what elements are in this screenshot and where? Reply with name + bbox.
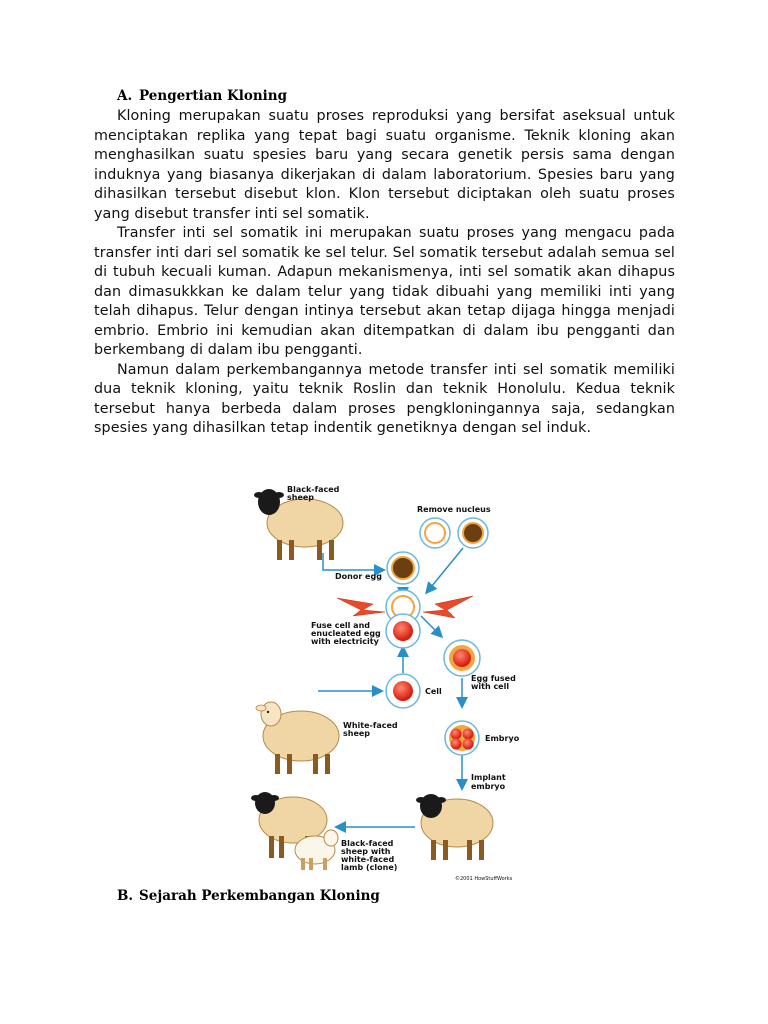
section-a-title: Pengertian Kloning	[139, 88, 288, 104]
section-a-number: A.	[117, 88, 133, 104]
label-implant-2: embryo	[471, 782, 506, 791]
label-white-faced: White-faced	[343, 721, 398, 730]
embryo-icon	[445, 721, 479, 755]
label-egg-fused-1: Egg fused	[471, 674, 516, 683]
label-clone-2: sheep with	[341, 847, 391, 856]
label-cell: Cell	[425, 687, 442, 696]
label-remove-nucleus: Remove nucleus	[417, 505, 491, 514]
paragraph: Transfer inti sel somatik ini merupakan suatu proses yang mengacu pada transfer inti dari sel somatik ke sel telur. Sel somatik tersebut adalah semua sel di tubuh kecuali kuman. Adapun mekanismenya, inti sel somatik akan dihapus dan dimasukkkan ke dalam telur yang tidak dibuahi yang memiliki inti yang telah dihapus. Telur dengan intinya tersebut akan tetap dijaga hingga menjadi embrio. Embrio ini kemudian akan ditempatkan di dalam ibu pengganti dan berkembang di dalam ibu pengganti.	[94, 225, 675, 358]
label-clone-1: Black-faced	[341, 839, 394, 848]
cloning-diagram-svg	[245, 478, 535, 888]
white-faced-sheep-icon	[256, 702, 339, 774]
egg-fused-icon	[444, 640, 480, 676]
copyright-text: ©2001 HowStuffWorks	[455, 876, 513, 882]
label-egg-fused-2: with cell	[471, 682, 510, 691]
cloning-diagram	[245, 478, 535, 888]
section-b-title: Sejarah Perkembangan Kloning	[139, 888, 380, 904]
donor-egg-icon	[387, 552, 419, 584]
label-clone-4: lamb (clone)	[341, 863, 398, 872]
label-white-faced-sheep: sheep	[343, 729, 371, 738]
paragraph: Kloning merupakan suatu proses reproduksi yang bersifat aseksual untuk menciptakan replika yang tepat bagi suatu organisme. Teknik kloning akan menghasilkan suatu spesies baru yang secara genetik persis sama dengan induknya yang biasanya dikerjakan di dalam laboratorium. Spesies baru yang dihasilkan tersebut disebut klon. Klon tersebut diciptakan oleh suatu proses yang disebut transfer inti sel somatik.	[94, 108, 675, 222]
section-a-body	[94, 107, 675, 439]
label-fuse-2: enucleated egg	[311, 629, 381, 638]
label-fuse-1: Fuse cell and	[311, 621, 370, 630]
remove-nucleus-eggs	[420, 518, 488, 548]
label-fuse-3: with electricity	[311, 637, 379, 646]
section-b-heading	[117, 888, 380, 904]
label-embryo: Embryo	[485, 734, 520, 743]
label-black-faced: Black-faced	[287, 485, 340, 494]
paragraph: Namun dalam perkembangannya metode transfer inti sel somatik memiliki dua teknik kloning, yaitu teknik Roslin dan teknik Honolulu. Kedua teknik tersebut hanya berbeda dalam proses pengkloningannya saja, sedangkan spesies yang dihasilkan tetap indentik genetiknya dengan sel induk.	[94, 361, 675, 436]
cell-icon	[386, 674, 420, 708]
section-a-heading	[117, 88, 287, 104]
surrogate-sheep-icon	[416, 794, 493, 860]
fuse-cell-icon	[386, 590, 420, 648]
section-b-number: B.	[117, 888, 134, 904]
label-clone-3: white-faced	[341, 855, 395, 864]
label-donor-egg: Donor egg	[335, 572, 382, 581]
label-sheep: sheep	[287, 493, 315, 502]
label-implant-1: Implant	[471, 773, 506, 782]
